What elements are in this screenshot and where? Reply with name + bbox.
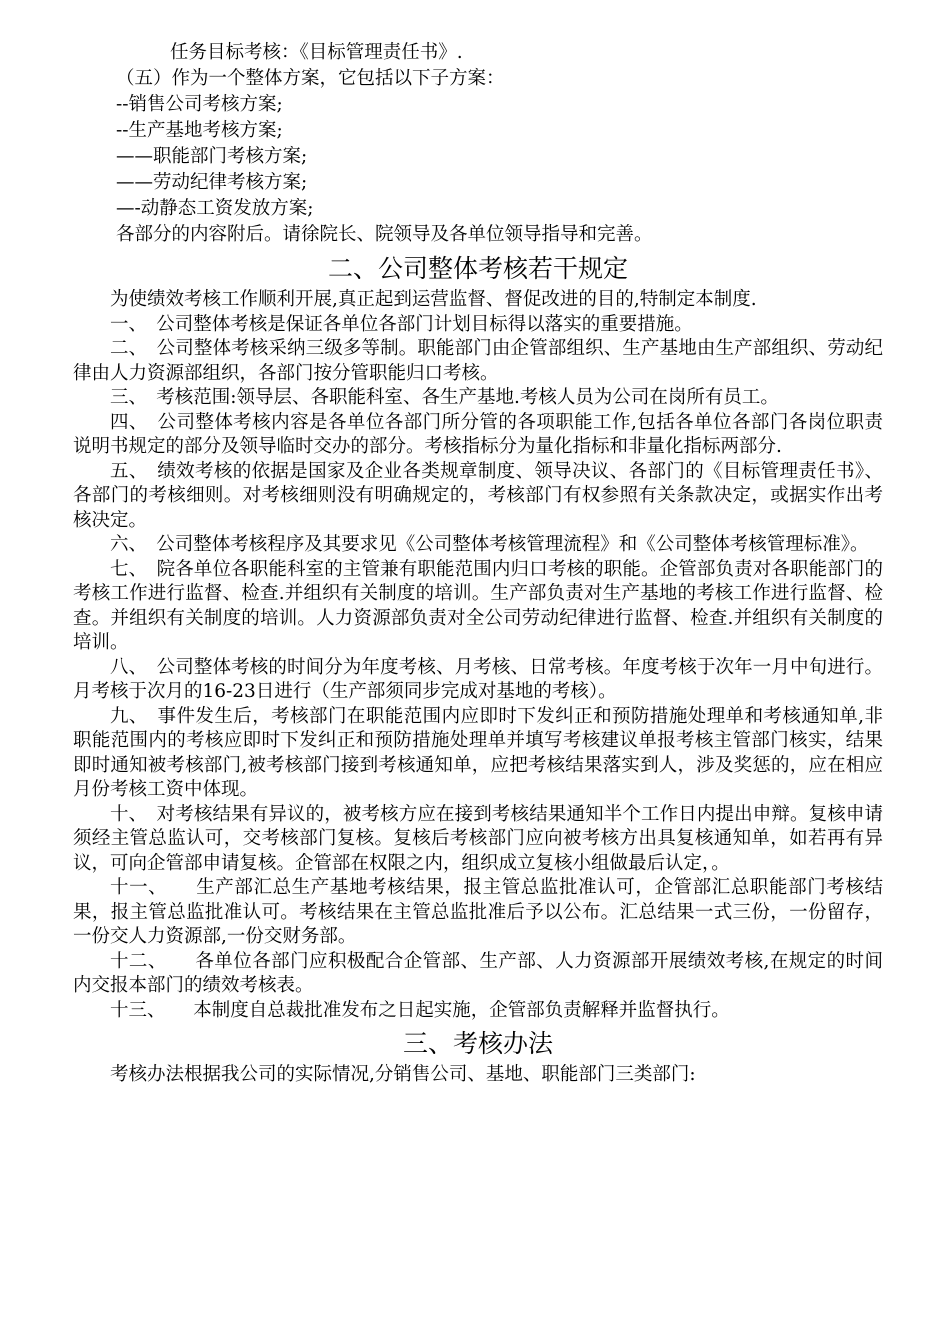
section-2-preamble: 为使绩效考核工作顺利开展,真正起到运营监督、督促改进的目的,特制定本制度. [110,289,757,310]
sub-plan-intro-line: （五）作为一个整体方案，它包括以下子方案： [116,68,505,89]
rule-paragraph: 四、 公司整体考核内容是各单位各部门所分管的各项职能工作,包括各单位各部门各岗位职责说明书规定的部分及领导临时交办的部分。考核指标分为量化指标和非量化指标两部分. [73,411,883,457]
task-target-line: 任务目标考核：《目标管理责任书》. [170,42,463,63]
rule-paragraph: 十二、 各单位各部门应积极配合企管部、生产部、人力资源部开展绩效考核,在规定的时间内交报本部门的绩效考核表。 [73,950,883,996]
rule-paragraph: 五、 绩效考核的依据是国家及企业各类规章制度、领导决议、各部门的《目标管理责任书》、各部门的考核细则。对考核细则没有明确规定的，考核部门有权参照有关条款决定，或据实作出考核决定。 [73,460,883,531]
rule-paragraph: 三、 考核范围:领导层、各职能科室、各生产基地.考核人员为公司在岗所有员工。 [110,387,779,408]
sub-plan-item: ——劳动纪律考核方案; [116,172,308,193]
sub-plan-item: ——职能部门考核方案; [116,146,308,167]
document-page [73,40,883,1088]
section-3-title: 三、考核办法 [402,1029,553,1058]
sub-plan-item: --生产基地考核方案; [116,120,283,141]
rule-paragraph: 一、 公司整体考核是保证各单位各部门计划目标得以落实的重要措施。 [110,313,693,335]
rule-paragraph: 二、 公司整体考核采纳三级多等制。职能部门由企管部组织、生产基地由生产部组织、劳动纪律由人力资源部组织，各部门按分管职能归口考核。 [73,338,883,384]
rule-paragraph: 七、 院各单位各职能科室的主管兼有职能范围内归口考核的职能。企管部负责对各职能部门的考核工作进行监督、检查.并组织有关制度的培训。生产部负责对生产基地的考核工作进行监督、检查。并组织有关制度的培训。人力资源部负责对全公司劳动纪律进行监督、检查.并组织有关制度的培训。 [73,558,883,653]
appendix-note: 各部分的内容附后。请徐院长、院领导及各单位领导指导和完善。 [116,224,653,245]
sub-plan-item: --销售公司考核方案; [116,94,283,115]
rule-paragraph: 十三、 本制度自总裁批准发布之日起实施，企管部负责解释并监督执行。 [110,999,730,1021]
sub-plan-item: —-动静态工资发放方案; [116,198,314,219]
section-2-title: 二、公司整体考核若干规定 [327,254,628,283]
rule-paragraph: 十一、 生产部汇总生产基地考核结果，报主管总监批准认可，企管部汇总职能部门考核结果，报主管总监批准认可。考核结果在主管总监批准后予以公布。汇总结果一式三份，一份留存，一份交人力资源部,一份交财务部。 [73,877,883,947]
rule-paragraph: 十、 对考核结果有异议的，被考核方应在接到考核结果通知半个工作日内提出申辩。复核申请须经主管总监认可，交考核部门复核。复核后考核部门应向被考核方出具复核通知单，如若再有异议，可向企管部申请复核。企管部在权限之内，组织成立复核小组做最后认定，。 [73,803,883,874]
section-3-intro: 考核办法根据我公司的实际情况,分销售公司、基地、职能部门三类部门: [110,1064,696,1085]
rule-paragraph: 六、 公司整体考核程序及其要求见《公司整体考核管理流程》和《公司整体考核管理标准》。 [110,534,869,555]
rule-paragraph: 八、 公司整体考核的时间分为年度考核、月考核、日常考核。年度考核于次年一月中旬进行。月考核于次月的16-23日进行（生产部须同步完成对基地的考核）。 [73,656,883,702]
rule-paragraph: 九、 事件发生后，考核部门在职能范围内应即时下发纠正和预防措施处理单和考核通知单,非职能范围内的考核应即时下发纠正和预防措施处理单并填写考核建议单报考核主管部门核实，结果即时通知被考核部门,被考核部门接到考核通知单，应把考核结果落实到人，涉及奖惩的，应在相应月份考核工资中体现。 [73,705,883,800]
